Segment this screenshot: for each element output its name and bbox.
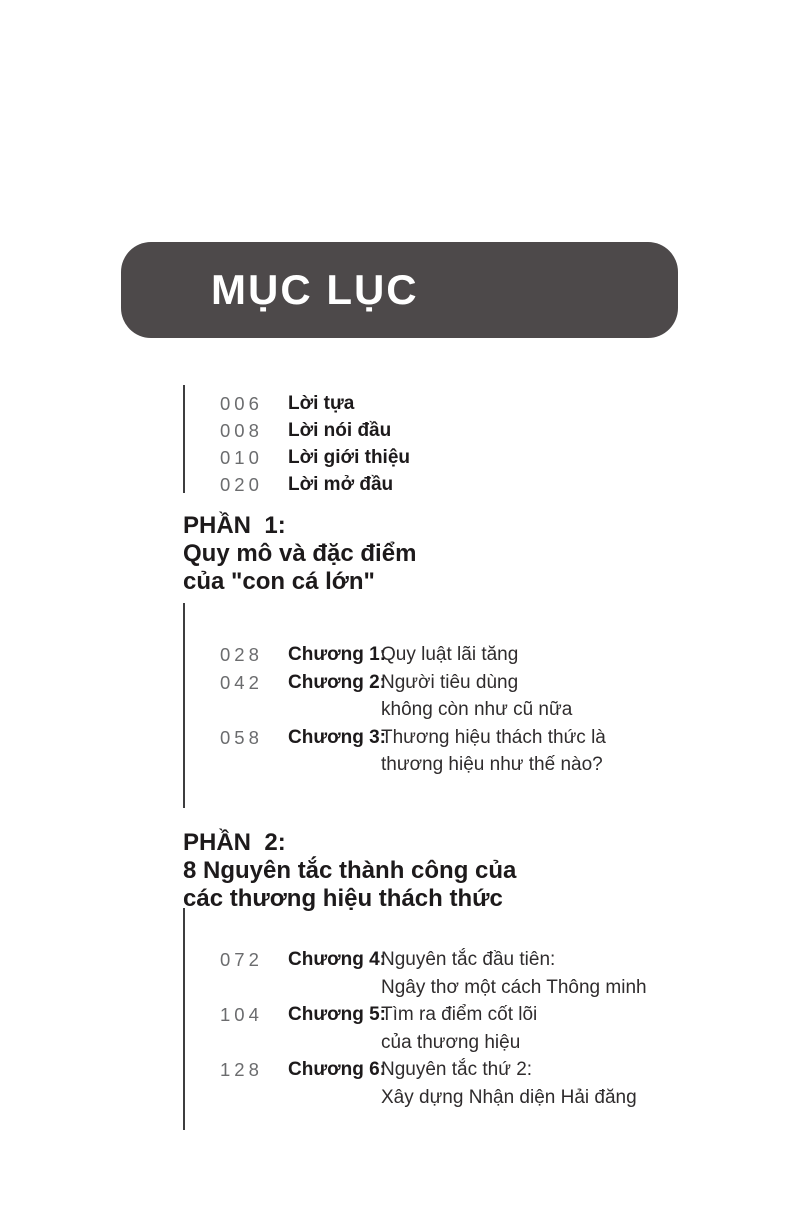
chapter-title-line: Người tiêu dùng bbox=[381, 671, 519, 693]
page-number: 006 bbox=[220, 393, 263, 414]
section-heading-line: Quy mô và đặc điểm bbox=[183, 540, 417, 567]
page-number: 028 bbox=[220, 644, 263, 665]
section-heading-line: 8 Nguyên tắc thành công của bbox=[183, 857, 517, 884]
section-heading-line: của "con cá lớn" bbox=[183, 568, 375, 595]
toc-title-banner bbox=[121, 242, 678, 338]
chapter-label: Chương 6: bbox=[288, 1059, 386, 1080]
toc-entry-chuong-3 bbox=[220, 724, 703, 779]
chapter-title-line: của thương hiệu bbox=[381, 1031, 521, 1053]
section-1-heading bbox=[183, 512, 416, 596]
toc-entry-loi-tua bbox=[220, 390, 603, 417]
chapter-title bbox=[381, 946, 703, 1001]
toc-entry-chuong-6 bbox=[220, 1056, 703, 1111]
entry-title: Lời mở đầu bbox=[288, 474, 394, 495]
page-number: 058 bbox=[220, 726, 263, 748]
chapter-label: Chương 3: bbox=[288, 726, 386, 748]
chapter-label: Chương 5: bbox=[288, 1004, 386, 1025]
page-number: 072 bbox=[220, 949, 263, 970]
chapter-title-line: thương hiệu như thế nào? bbox=[381, 754, 603, 775]
chapter-title bbox=[381, 641, 703, 669]
chapter-title-line: Quy luật lãi tăng bbox=[381, 644, 519, 665]
page-title: MỤC LỤC bbox=[211, 266, 419, 313]
section-1-chapter-list bbox=[183, 603, 703, 808]
toc-entry-loi-mo-dau bbox=[220, 471, 603, 498]
section-heading-line: các thương hiệu thách thức bbox=[183, 885, 503, 912]
page-number: 010 bbox=[220, 447, 263, 468]
section-heading-line: PHẦN 2: bbox=[183, 829, 286, 856]
section-heading-line: PHẦN 1: bbox=[183, 512, 286, 539]
chapter-title bbox=[381, 669, 703, 724]
section-2-heading bbox=[183, 829, 516, 913]
toc-entry-chuong-5 bbox=[220, 1001, 703, 1056]
chapter-title-line: Nguyên tắc đầu tiên: bbox=[381, 949, 556, 970]
page-number: 008 bbox=[220, 420, 263, 441]
chapter-label: Chương 1: bbox=[288, 644, 386, 665]
chapter-label: Chương 4: bbox=[288, 949, 386, 970]
toc-entry-chuong-2 bbox=[220, 669, 703, 724]
toc-entry-chuong-4 bbox=[220, 946, 703, 1001]
chapter-title-line: không còn như cũ nữa bbox=[381, 699, 573, 720]
chapter-title bbox=[381, 1056, 703, 1111]
chapter-title-line: Xây dựng Nhận diện Hải đăng bbox=[381, 1086, 637, 1108]
entry-title: Lời tựa bbox=[288, 393, 355, 414]
page-number: 128 bbox=[220, 1059, 263, 1080]
chapter-title-line: Tìm ra điểm cốt lõi bbox=[381, 1004, 538, 1025]
page-number: 104 bbox=[220, 1004, 263, 1025]
page-number: 042 bbox=[220, 671, 263, 693]
chapter-title-line: Ngây thơ một cách Thông minh bbox=[381, 976, 647, 998]
toc-entry-loi-noi-dau bbox=[220, 417, 603, 444]
chapter-title-line: Thương hiệu thách thức là bbox=[381, 726, 606, 748]
chapter-title bbox=[381, 724, 703, 779]
front-matter-list bbox=[183, 385, 603, 493]
chapter-title-line: Nguyên tắc thứ 2: bbox=[381, 1059, 533, 1080]
section-2-chapter-list bbox=[183, 908, 703, 1130]
entry-title: Lời giới thiệu bbox=[288, 447, 411, 468]
toc-entry-chuong-1 bbox=[220, 641, 703, 669]
entry-title: Lời nói đầu bbox=[288, 420, 392, 441]
chapter-title bbox=[381, 1001, 703, 1056]
chapter-label: Chương 2: bbox=[288, 671, 386, 693]
page-number: 020 bbox=[220, 474, 263, 495]
toc-entry-loi-gioi-thieu bbox=[220, 444, 603, 471]
